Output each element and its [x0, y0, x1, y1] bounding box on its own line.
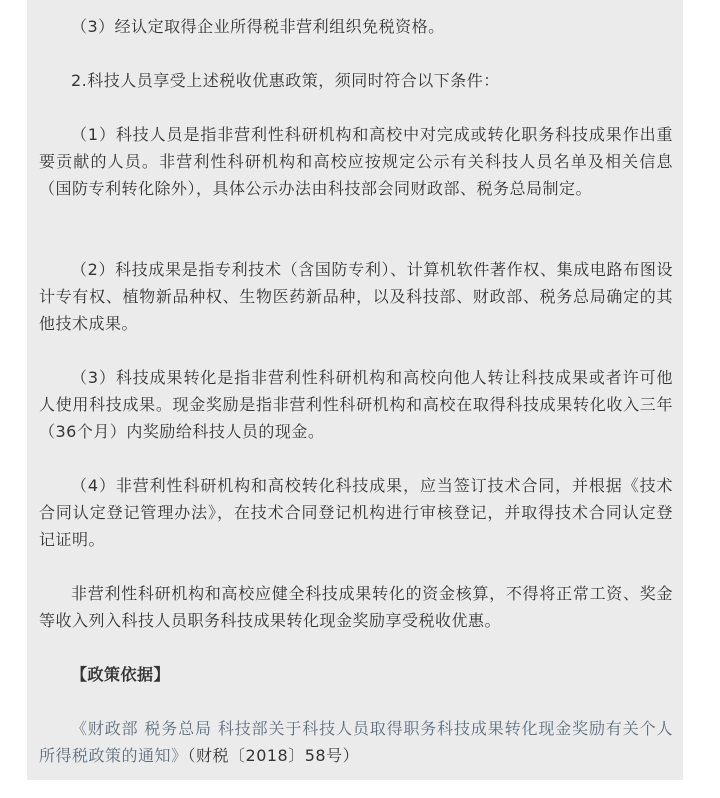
policy-basis-heading: 【政策依据】 — [71, 665, 171, 684]
policy-document-number: （财税〔2018〕58号） — [187, 746, 360, 765]
condition-4-paragraph: （4）非营利性科研机构和高校转化科技成果，应当签订技术合同，并根据《技术合同认定登记管理办法》，在技术合同登记机构进行审核登记，并取得技术合同认定登记证明。 — [39, 476, 673, 549]
article-body — [27, 0, 683, 780]
condition-1-paragraph: （1）科技人员是指非营利性科研机构和高校中对完成或转化职务科技成果作出重要贡献的人员。非营利性科研机构和高校应按规定公示有关科技人员名单及相关信息（国防专利转化除外），具体公示办法由科技部会同财政部、税务总局制定。 — [39, 125, 673, 198]
condition-3-paragraph: （3）科技成果转化是指非营利性科研机构和高校向他人转让科技成果或者许可他人使用科技成果。现金奖励是指非营利性科研机构和高校在取得科技成果转化收入三年（36个月）内奖励给科技人员的现金。 — [39, 368, 673, 441]
condition-2-paragraph: （2）科技成果是指专利技术（含国防专利）、计算机软件著作权、集成电路布图设计专有权、植物新品种权、生物医药新品种，以及科技部、财政部、税务总局确定的其他技术成果。 — [39, 260, 673, 333]
fund-accounting-note: 非营利性科研机构和高校应健全科技成果转化的资金核算，不得将正常工资、奖金等收入列入科技人员职务科技成果转化现金奖励享受税收优惠。 — [39, 584, 673, 630]
policy-document-link[interactable]: 《财政部 税务总局 科技部关于科技人员取得职务科技成果转化现金奖励有关个人所得税政策的通知》 — [39, 719, 673, 765]
policy-basis-reference — [39, 715, 673, 769]
item-3-tax-exempt-status: （3）经认定取得企业所得税非营利组织免税资格。 — [71, 17, 445, 36]
point-2-conditions-intro: 2.科技人员享受上述税收优惠政策，须同时符合以下条件： — [71, 71, 500, 90]
